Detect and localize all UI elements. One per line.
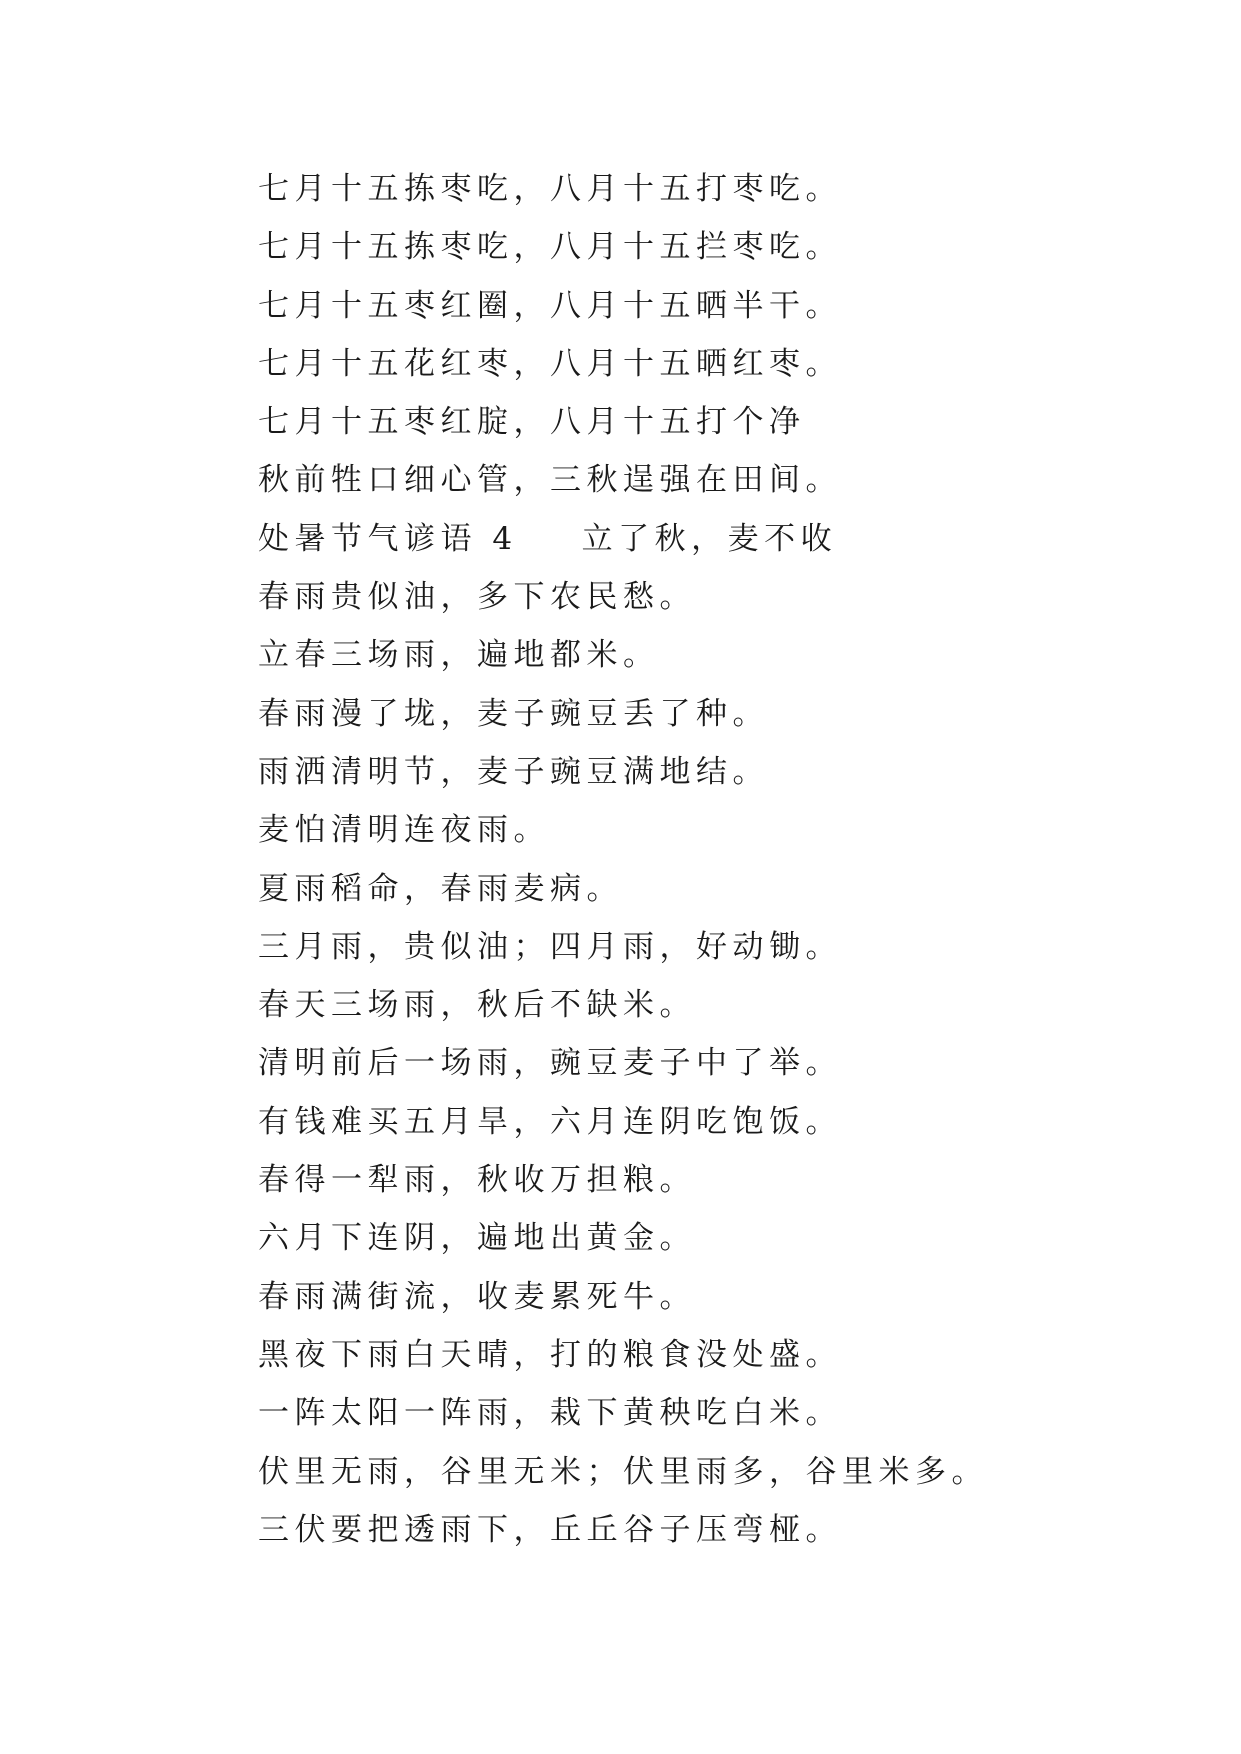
section-heading: 处暑节气谚语 4 <box>258 520 518 557</box>
proverb-line: 七月十五拣枣吃，八月十五打枣吃。 <box>258 171 842 207</box>
proverb-line: 麦怕清明连夜雨。 <box>258 812 550 849</box>
proverb-line: 伏里无雨，谷里无米；伏里雨多，谷里米多。 <box>258 1453 988 1490</box>
proverb-line: 立春三场雨，遍地都米。 <box>258 637 660 674</box>
proverb-line: 春雨漫了垅，麦子豌豆丢了种。 <box>258 695 769 732</box>
proverb-line: 六月下连阴，遍地出黄金。 <box>258 1220 696 1257</box>
proverb-line: 七月十五枣红腚，八月十五打个净 <box>258 404 806 441</box>
proverb-line: 春雨满街流，收麦累死牛。 <box>258 1278 696 1315</box>
proverb-line: 七月十五枣红圈，八月十五晒半干。 <box>258 287 842 324</box>
proverb-line: 三月雨，贵似油；四月雨，好动锄。 <box>258 928 842 965</box>
proverb-line: 三伏要把透雨下，丘丘谷子压弯桠。 <box>258 1511 842 1548</box>
proverb-line: 夏雨稻命，春雨麦病。 <box>258 870 623 907</box>
proverb-line: 七月十五拣枣吃，八月十五拦枣吃。 <box>258 229 842 266</box>
proverb-line: 清明前后一场雨，豌豆麦子中了举。 <box>258 1045 842 1082</box>
proverb-line: 有钱难买五月旱，六月连阴吃饱饭。 <box>258 1103 842 1140</box>
proverb-line: 春得一犁雨，秋收万担粮。 <box>258 1162 696 1199</box>
proverb-text: 立了秋，麦不收 <box>581 520 838 557</box>
proverb-line: 黑夜下雨白天晴，打的粮食没处盛。 <box>258 1336 842 1373</box>
proverb-line: 秋前牲口细心管，三秋逞强在田间。 <box>258 462 842 499</box>
section-heading-line <box>258 510 1208 568</box>
proverb-line: 春天三场雨，秋后不缺米。 <box>258 987 696 1024</box>
proverb-line: 七月十五花红枣，八月十五晒红枣。 <box>258 345 842 382</box>
proverb-line: 一阵太阳一阵雨，栽下黄秧吃白米。 <box>258 1395 842 1432</box>
proverb-list <box>258 160 1208 1559</box>
proverb-line: 雨洒清明节，麦子豌豆满地结。 <box>258 753 769 790</box>
proverb-line: 春雨贵似油，多下农民愁。 <box>258 579 696 616</box>
